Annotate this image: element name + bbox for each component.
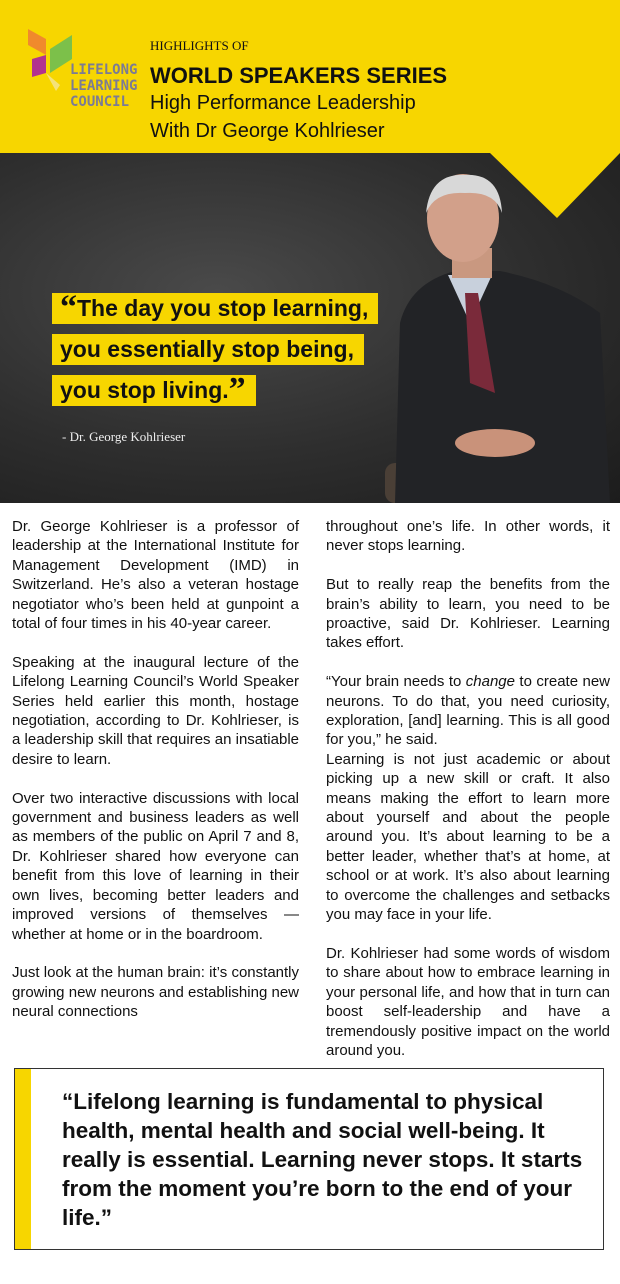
quote-text: you stop living. <box>60 377 229 403</box>
speaker-subtitle: With Dr George Kohlrieser <box>150 120 385 142</box>
pull-quote-box <box>14 1068 604 1250</box>
text: “Your brain needs to <box>326 673 466 691</box>
paragraph: throughout one’s life. In other words, it never stops learning. <box>326 518 610 555</box>
logo-text-lifelong: LIFELONG <box>70 62 138 78</box>
open-quote-mark: “ <box>60 289 77 326</box>
paragraph: Learning is not just academic or about picking up a new skill or craft. It also means making the effort to learn more about yourself and about the people around you. It’s about learning to be a better leader, whether that’s at home, at school or at work. It’s also about learning to overcome the challenges and setbacks you may face in your life. <box>326 750 610 924</box>
emphasis: change <box>465 673 515 691</box>
pull-quote-accent-bar <box>15 1069 31 1249</box>
quote-text: The day you stop learning, <box>77 295 369 321</box>
logo-text-learning: LEARNING <box>70 78 138 94</box>
paragraph: Speaking at the inaugural lecture of the Lifelong Learning Council’s World Speaker Series held earlier this month, hostage negotiation, according to Dr. Kohlrieser, is a leadership skill that requires an insatiable desire to learn. <box>12 653 299 768</box>
paragraph: Dr. Kohlrieser had some words of wisdom to share about how to embrace learning in your personal life, and how that in turn can boost self-leadership and have a tremendously positive impact on the world around you. <box>326 944 610 1059</box>
kicker: HIGHLIGHTS OF <box>150 38 249 53</box>
series-title: WORLD SPEAKERS SERIES <box>150 63 448 88</box>
paragraph: But to really reap the benefits from the brain’s ability to learn, you need to be proactive, said Dr. Kohlrieser. Learning takes effort. <box>326 576 610 652</box>
paragraph: Over two interactive discussions with local government and business leaders as well as members of the public on April 7 and 8, Dr. Kohlrieser shared how everyone can benefit from this love of learning in their own lives, becoming better leaders and improved versions of themselves — whether at home or in the boardroom. <box>12 789 299 943</box>
paragraph: Just look at the human brain: it’s constantly growing new neurons and establishing new neural connections <box>12 964 299 1021</box>
article-column-right <box>326 517 610 1080</box>
quote-text: you essentially stop being, <box>60 336 354 362</box>
yellow-triangle <box>490 153 620 218</box>
logo-text-council: COUNCIL <box>70 94 130 110</box>
subtitle: High Performance Leadership <box>150 92 416 114</box>
hero-photo <box>0 153 620 503</box>
paragraph <box>326 672 610 750</box>
hero-quote-line-2 <box>52 334 364 365</box>
header-banner <box>0 0 620 153</box>
text: to create new neurons. To do that, you need curiosity, exploration, [and] learning. This is all good for you,” he said. <box>326 673 610 749</box>
article-column-left <box>12 517 299 1041</box>
hero-quote-line-3 <box>52 371 256 408</box>
close-quote-mark: ” <box>228 371 246 408</box>
hero-quote-line-1 <box>52 289 378 326</box>
paragraph: Dr. George Kohlrieser is a professor of leadership at the International Institute for Management Development (IMD) in Switzerland. He’s also a veteran hostage negotiator who’s been held at gunpoint a total of four times in his 40-year career. <box>12 518 299 633</box>
speaker-portrait <box>0 153 620 503</box>
quote-attribution: - Dr. George Kohlrieser <box>62 429 186 444</box>
pull-quote-text: “Lifelong learning is fundamental to physical health, mental health and social well-being. It really is essential. Learning never stops. It starts from the moment you’re born to the end of your life.” <box>62 1089 583 1230</box>
